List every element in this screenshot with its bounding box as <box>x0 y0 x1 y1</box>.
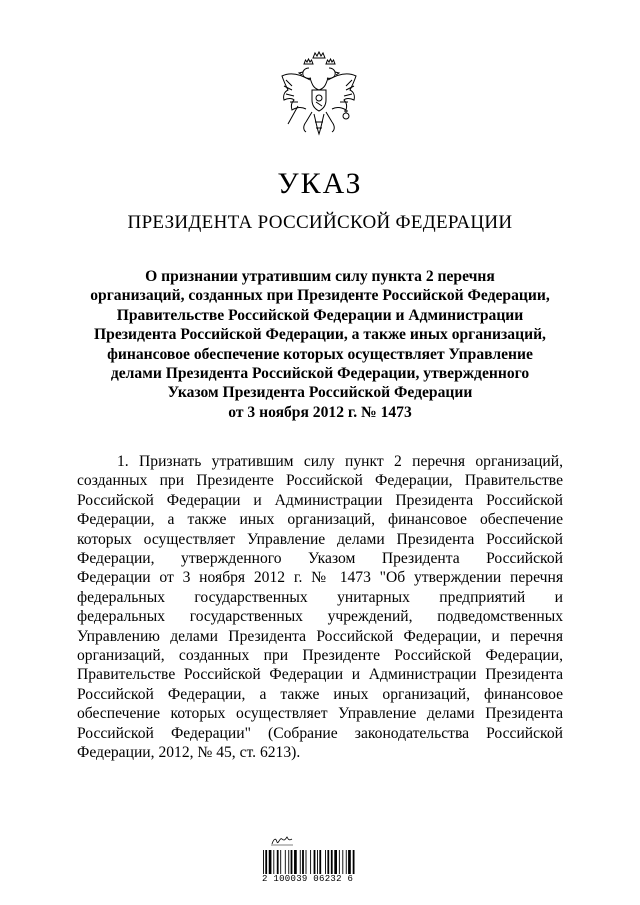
body-line: Федерации, утвержденного Указом Президента Российской <box>77 550 563 568</box>
body-line: Федерации от 3 ноября 2012 г. № 1473 "Об утверждении перечня <box>77 569 563 587</box>
body-line: обеспечение которых осуществляет Управление делами Президента <box>77 705 563 723</box>
body-line: 1. Признать утратившим силу пункт 2 перечня организаций, <box>117 453 563 470</box>
body-line: Правительстве Российской Федерации и Администрации Президента <box>77 666 563 684</box>
heading-line: Указом Президента Российской Федерации <box>167 384 473 402</box>
body-line: Федерации, а также иных организаций, финансовое обеспечение <box>77 511 563 529</box>
barcode-icon <box>262 850 380 874</box>
body-line: Федерации, 2012, № 45, ст. 6213). <box>77 744 301 762</box>
heading-line: финансовое обеспечение которых осуществляет Управление <box>107 345 533 363</box>
heading-line: делами Президента Российской Федерации, утвержденного <box>110 365 530 383</box>
heading-line: Президента Российской Федерации, а также иных организаций, <box>94 326 546 344</box>
heading-line: О признании утратившим силу пункта 2 перечня <box>145 268 495 285</box>
document-barcode <box>262 836 380 886</box>
body-line: федеральных государственных унитарных предприятий и <box>77 588 563 606</box>
document-title: УКАЗ <box>277 167 363 200</box>
heading-line: Правительстве Российской Федерации и Администрации <box>116 306 524 324</box>
barcode-number: 2 100039 06232 6 <box>262 874 354 884</box>
body-line: федеральных государственных учреждений, подведомственных <box>77 608 563 626</box>
body-line: Российской Федерации" (Собрание законодательства Российской <box>77 724 563 742</box>
body-line: Российской Федерации, а также иных организаций, финансовое <box>77 685 563 703</box>
body-line: Управлению делами Президента Российской Федерации, и перечня <box>77 627 563 645</box>
decree-heading <box>70 267 570 422</box>
decree-body-paragraph <box>77 452 563 763</box>
body-line: организаций, созданных при Президенте Российской Федерации, <box>77 647 563 665</box>
body-line: которых осуществляет Управление делами Президента Российской <box>77 530 563 548</box>
body-line: Российской Федерации и Администрации Президента Российской <box>77 491 563 509</box>
document-subtitle: ПРЕЗИДЕНТА РОССИЙСКОЙ ФЕДЕРАЦИИ <box>127 212 513 233</box>
coat-of-arms-emblem-icon <box>274 50 364 148</box>
heading-line: от 3 ноября 2012 г. № 1473 <box>228 403 412 421</box>
body-line: созданных при Президенте Российской Федерации, Правительстве <box>77 472 563 490</box>
heading-line: организаций, созданных при Президенте Российской Федерации, <box>90 287 550 305</box>
registration-signature-icon <box>270 836 294 846</box>
